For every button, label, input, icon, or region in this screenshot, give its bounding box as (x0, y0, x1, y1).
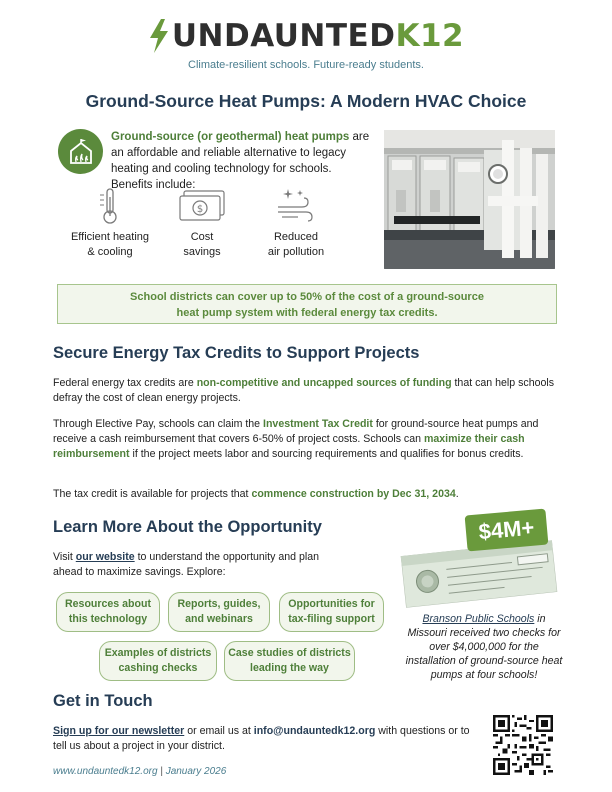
tagline: Climate-resilient schools. Future-ready students. (188, 59, 424, 71)
text-run: or email us at (184, 725, 254, 737)
website-link[interactable]: our website (75, 551, 135, 563)
clean-air-icon (276, 187, 316, 225)
pill-label-line1: Resources about (65, 598, 151, 610)
learn-more-paragraph (53, 550, 343, 580)
benefit-label-line1: Efficient heating (70, 231, 150, 243)
footer-website[interactable]: www.undauntedk12.org (53, 766, 158, 777)
tax-credit-callout (57, 284, 557, 324)
pill-examples[interactable] (99, 641, 217, 681)
benefit-label-line2: savings (183, 246, 221, 258)
callout-line1: School districts can cover up to 50% of the cost of a ground-source (130, 291, 484, 303)
heat-pump-equipment-image (384, 130, 555, 269)
footer-date: January 2026 (165, 766, 227, 777)
logo-wordmark (172, 18, 464, 54)
footer (53, 766, 226, 777)
text-run: with questions or to tell us about a project in your district. (53, 725, 470, 752)
highlight-text: non-competitive and uncapped sources of funding (196, 377, 452, 389)
benefit-label-line2: air pollution (267, 246, 325, 258)
tax-credit-paragraph-3 (53, 487, 561, 502)
pill-label-line2: this technology (68, 613, 148, 625)
pill-resources[interactable] (56, 592, 160, 632)
pill-label-line1: Opportunities for (288, 598, 375, 610)
heat-pump-photo (384, 130, 555, 269)
text-run: Federal energy tax credits are (53, 377, 197, 389)
benefit-efficient (64, 186, 156, 260)
benefit-cost (168, 186, 236, 260)
highlight-text: commence construction by Dec 31, 2034 (251, 488, 456, 500)
qr-code[interactable] (493, 715, 553, 775)
logo-block (0, 18, 612, 71)
intro-lead: Ground-source (or geothermal) heat pumps (111, 131, 350, 143)
pill-case-studies[interactable] (224, 641, 355, 681)
pill-reports[interactable] (168, 592, 270, 632)
text-run: for ground-source heat pumps and receive a cash reimbursement that covers 6-50% of project costs. Schools can (53, 418, 539, 445)
pill-label-line1: Reports, guides, (177, 598, 261, 610)
text-run: if the project meets labor and sourcing requirements and qualifies for bonus credits. (129, 448, 524, 460)
benefit-air (250, 186, 342, 260)
amount-badge: $4M+ (465, 509, 549, 552)
logo-wordmark-main: UNDAUNTED (171, 18, 396, 54)
benefit-label-line1: Reduced (273, 231, 319, 243)
school-heat-icon (58, 129, 103, 174)
page-title: Ground-Source Heat Pumps: A Modern HVAC Choice (85, 91, 527, 111)
section-heading-contact: Get in Touch (53, 692, 153, 710)
text-run: that can help schools defray the cost of clean energy projects. (53, 377, 555, 404)
pill-label-line2: cashing checks (118, 662, 198, 674)
text-run: to understand the opportunity and plan ahead to maximize savings. Explore: (53, 551, 319, 578)
pill-label-line1: Examples of districts (104, 647, 212, 659)
intro-paragraph (111, 129, 376, 193)
email-link[interactable]: info@undauntedk12.org (253, 725, 376, 737)
intro-rest: are an affordable and reliable alternative to legacy heating and cooling technology for schools. Benefits include: (111, 131, 370, 191)
tax-credit-paragraph-1 (53, 376, 561, 406)
text-run: in Missouri received two checks for over $4,000,000 for the installation of ground-source heat pumps at four schools! (405, 613, 563, 681)
pill-opportunities[interactable] (279, 592, 384, 632)
pill-label-line2: leading the way (250, 662, 329, 674)
pill-label-line2: and webinars (185, 613, 253, 625)
text-run: . (455, 488, 459, 500)
highlight-text: Investment Tax Credit (263, 418, 373, 430)
logo-wordmark-k12: K12 (395, 18, 465, 54)
callout-line2: heat pump system with federal energy tax credits. (176, 307, 438, 319)
section-heading-tax-credits: Secure Energy Tax Credits to Support Projects (53, 344, 420, 362)
thermometer-icon (98, 187, 122, 225)
money-icon (178, 189, 226, 223)
footer-separator: | (157, 766, 166, 777)
newsletter-link[interactable]: Sign up for our newsletter (53, 725, 185, 737)
pill-label-line1: Case studies of districts (228, 647, 351, 659)
text-run: Visit (53, 551, 76, 563)
benefit-label-line2: & cooling (87, 246, 133, 258)
benefit-label-line1: Cost (190, 231, 214, 243)
text-run: The tax credit is available for projects that (53, 488, 252, 500)
branson-caption (404, 612, 564, 682)
contact-paragraph (53, 724, 483, 754)
pill-label-line2: tax-filing support (288, 613, 375, 625)
svg-text:$: $ (196, 204, 204, 215)
highlight-text: maximize their cash reimbursement (53, 433, 525, 460)
logo (148, 18, 464, 54)
section-heading-learn-more: Learn More About the Opportunity (53, 518, 322, 536)
tax-credit-paragraph-2 (53, 417, 561, 462)
lightning-bolt-icon (148, 19, 170, 53)
text-run: Through Elective Pay, schools can claim the (53, 418, 264, 430)
branson-link[interactable]: Branson Public Schools (422, 613, 535, 625)
school-building-icon (67, 138, 95, 166)
